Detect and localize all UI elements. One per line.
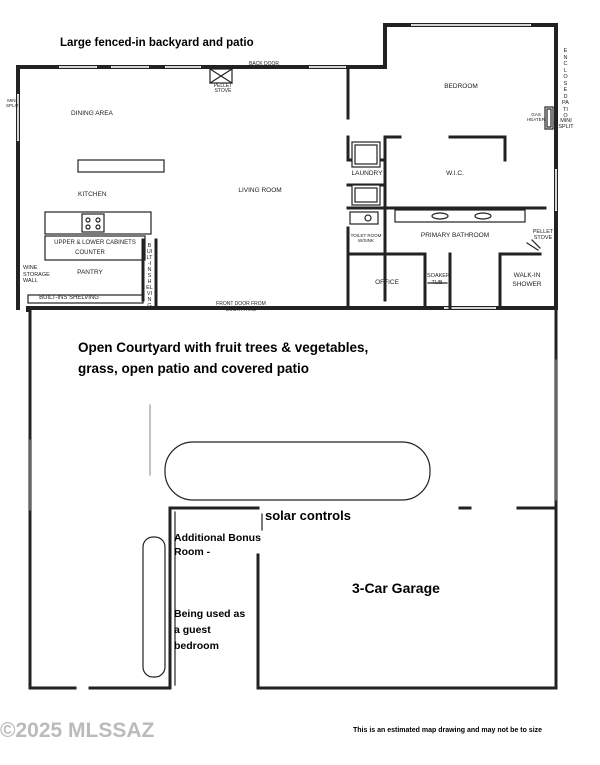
toilet-room-label: TOILET ROOM W/SINK [350,233,382,243]
solar-controls-label: solar controls [265,508,351,523]
courtyard-line-2: grass, open patio and covered patio [78,361,310,376]
dining-area-label: DINING AREA [71,110,113,117]
counter-label: COUNTER [75,250,105,256]
gas-heater-label: GAS HEATER [527,112,545,122]
cabinets-label: UPPER & LOWER CABINETS [54,240,136,246]
pellet-stove-top-label: PELLET STOVE [213,83,233,94]
courtyard-line-1: Open Courtyard with fruit trees & vegetables, [78,340,369,355]
three-car-garage-label: 3-Car Garage [352,580,440,596]
house-outer-walls [18,25,556,310]
back-door-label: BACK DOOR [248,61,280,67]
guest-bedroom-label: Being used as a guest bedroom [174,608,246,652]
office-label: OFFICE [375,279,399,286]
copyright-watermark: ©2025 MLSSAZ [0,719,155,742]
enclosed-patio-label: ENCLOSED PATIO [562,48,569,119]
bonus-room-label: Additional Bonus Room - [174,532,261,558]
bedroom-label: BEDROOM [444,83,478,90]
walk-in-shower-label: WALK-IN SHOWER [512,272,542,288]
soaker-tub-label: SOAKER TUB [427,273,450,286]
kitchen-label: KITCHEN [78,191,107,198]
living-room-label: LIVING ROOM [238,187,282,194]
front-door-label: FRONT DOOR FROM COURTYARD [216,301,266,313]
interior-walls [143,67,545,308]
built-in-shelving-label: BUILT-IN SHELVING [146,243,153,309]
mini-split-right-label: MINI SPLIT [558,118,574,130]
laundry-label: LAUNDRY [351,170,383,177]
wic-label: W.I.C. [446,170,464,177]
disclaimer-text: This is an estimated map drawing and may not be to size [353,727,543,734]
backyard-title: Large fenced-in backyard and patio [60,37,254,49]
mini-split-left-label: MINI SPLIT [6,98,19,108]
pantry-label: PANTRY [77,269,103,276]
pellet-stove-bath-label: PELLET STOVE [532,229,554,241]
bonus-room-dot: . [174,560,177,569]
wine-storage-label: WINE STORAGE WALL [23,265,50,284]
built-ins-shelving-label: BUILT-INS SHELVING [39,295,99,301]
primary-bathroom-label: PRIMARY BATHROOM [420,232,490,239]
